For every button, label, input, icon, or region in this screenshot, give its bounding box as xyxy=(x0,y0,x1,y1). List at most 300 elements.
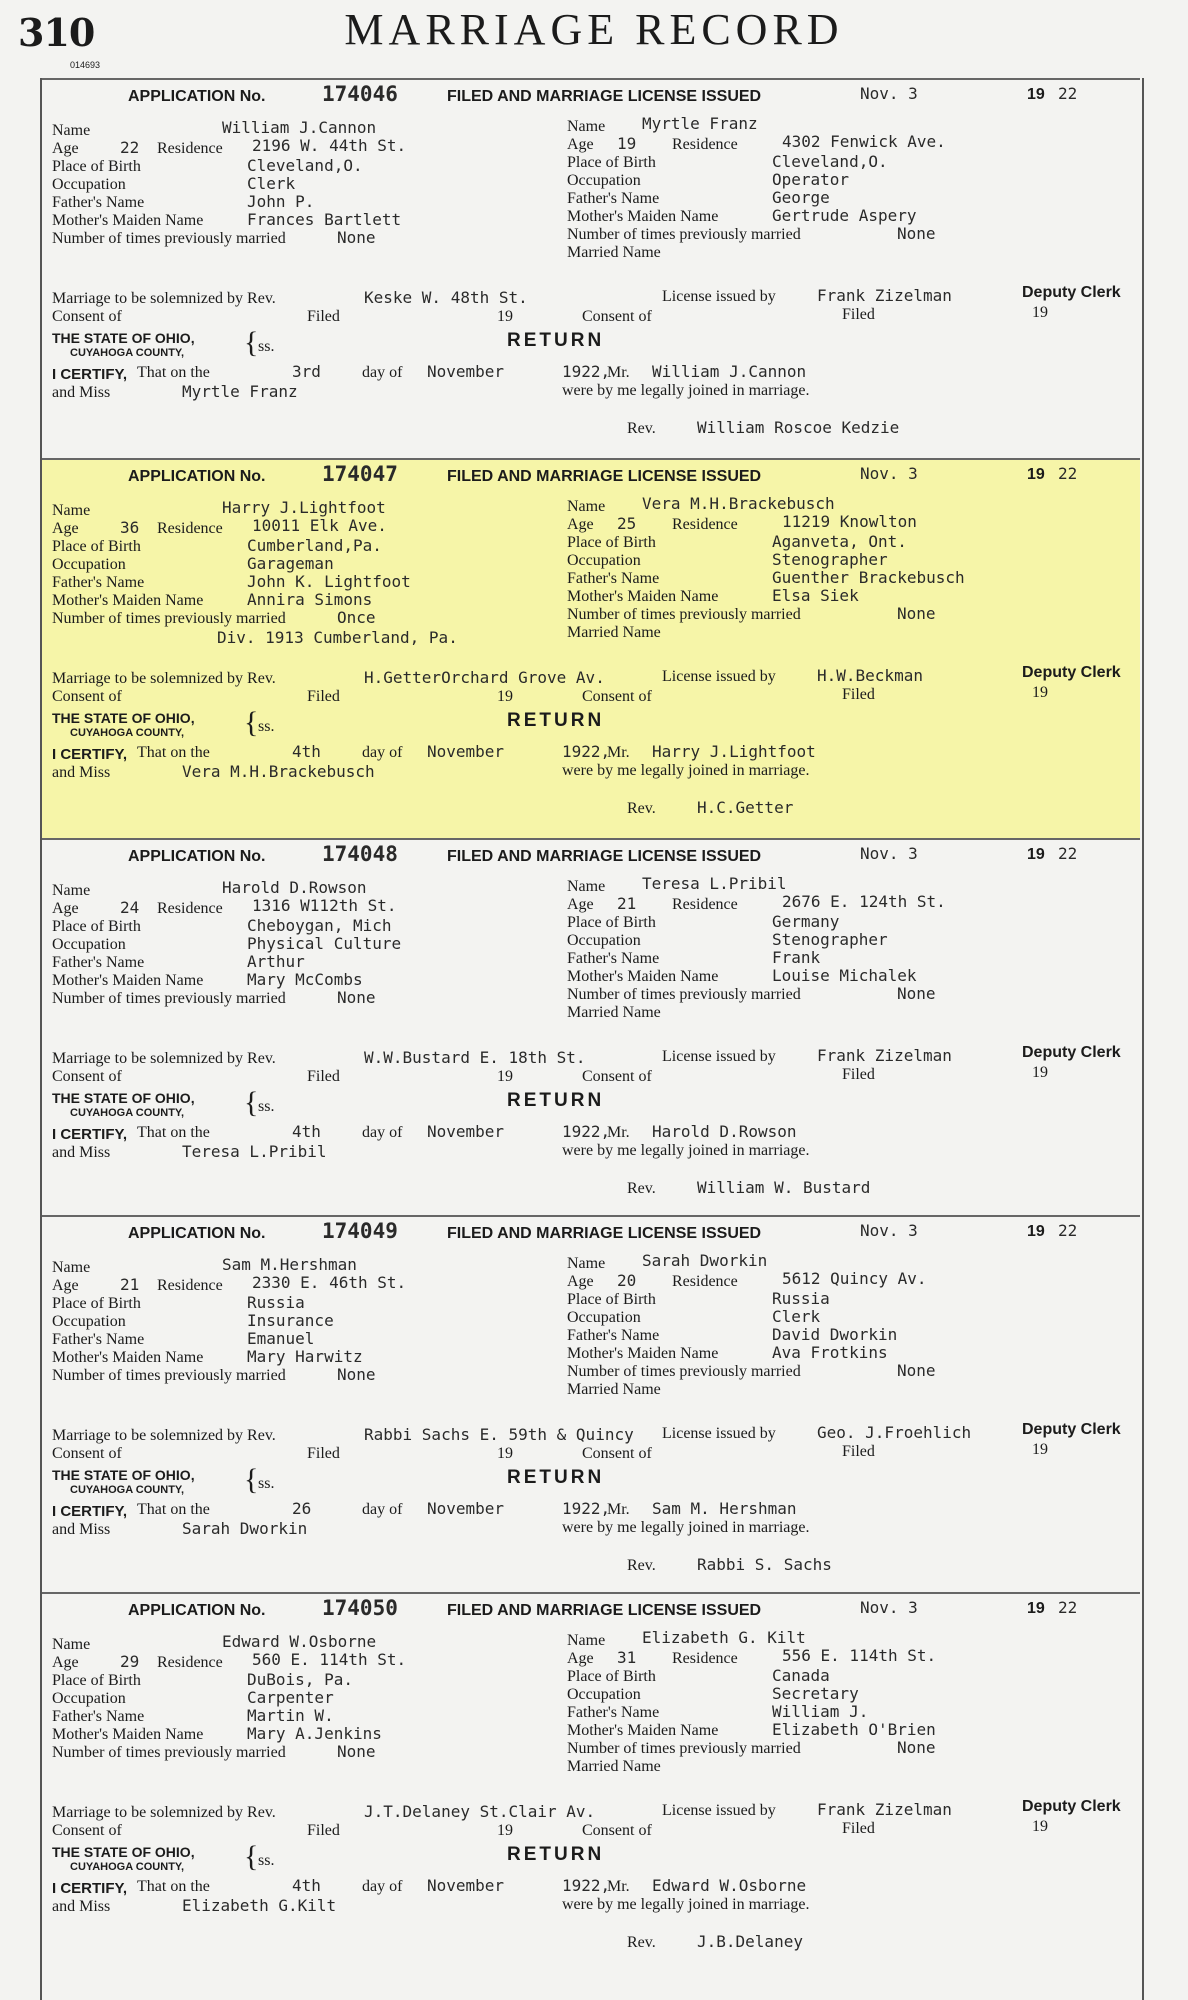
joined-label: were by me legally joined in marriage. xyxy=(562,762,810,779)
bride-age-label: Age xyxy=(567,896,594,913)
bride-father: George xyxy=(772,188,830,207)
bride-occupation: Stenographer xyxy=(772,930,888,949)
bride-residence-label: Residence xyxy=(672,1650,738,1667)
groom-name: Harold D.Rowson xyxy=(222,878,367,897)
and-miss-label: and Miss xyxy=(52,1898,111,1915)
ss-label: ss. xyxy=(258,1475,275,1492)
application-no-label: APPLICATION No. xyxy=(128,1602,266,1619)
groom-age-label: Age xyxy=(52,1654,79,1671)
bride-residence-label: Residence xyxy=(672,896,738,913)
groom-mother-label: Mother's Maiden Name xyxy=(52,1349,204,1366)
filed-label: Filed xyxy=(307,1822,340,1839)
bride-name: Sarah Dworkin xyxy=(642,1251,768,1270)
brace-mark: { xyxy=(244,1086,259,1119)
bride-name-label: Name xyxy=(567,878,606,895)
filed-issued-label: FILED AND MARRIAGE LICENSE ISSUED xyxy=(447,848,762,865)
groom-name-label: Name xyxy=(52,502,91,519)
filed-issued-label: FILED AND MARRIAGE LICENSE ISSUED xyxy=(447,1602,762,1619)
bride-birth: Germany xyxy=(772,912,840,931)
bride-married-name-label: Married Name xyxy=(567,244,661,261)
bride-birth: Russia xyxy=(772,1289,830,1308)
groom-age: 36 xyxy=(120,518,140,537)
groom-age: 22 xyxy=(120,138,140,157)
groom-father-label: Father's Name xyxy=(52,1331,145,1348)
rev-label: Rev. xyxy=(627,1180,656,1197)
certify-label: I CERTIFY, xyxy=(52,1503,128,1520)
brace-mark: { xyxy=(244,706,259,739)
groom-mother-label: Mother's Maiden Name xyxy=(52,212,204,229)
that-on-label: That on the xyxy=(137,744,210,761)
filed-year-label: 19 xyxy=(497,688,513,705)
solemnized-by: Rabbi Sachs E. 59th & Quincy xyxy=(364,1425,634,1444)
cert-groom: Harold D.Rowson xyxy=(652,1122,797,1141)
bride-birth-label: Place of Birth xyxy=(567,1291,656,1308)
bride-married-name-label: Married Name xyxy=(567,1758,661,1775)
joined-label: were by me legally joined in marriage. xyxy=(562,382,810,399)
groom-age-label: Age xyxy=(52,140,79,157)
groom-name-label: Name xyxy=(52,1259,91,1276)
bride-filed-label: Filed xyxy=(842,1820,875,1837)
groom-father: John K. Lightfoot xyxy=(247,572,411,591)
cert-day: 26 xyxy=(292,1499,312,1518)
bride-age-label: Age xyxy=(567,136,594,153)
deputy-year-label: 19 xyxy=(1032,304,1048,321)
rev-label: Rev. xyxy=(627,800,656,817)
bride-occupation: Stenographer xyxy=(772,550,888,569)
groom-father-label: Father's Name xyxy=(52,954,145,971)
and-miss-label: and Miss xyxy=(52,764,111,781)
bride-married-name-label: Married Name xyxy=(567,624,661,641)
filed-year-label: 19 xyxy=(497,1822,513,1839)
filed-year-label: 19 xyxy=(497,1068,513,1085)
ss-label: ss. xyxy=(258,338,275,355)
bride-times: None xyxy=(897,1738,936,1757)
bride-occupation-label: Occupation xyxy=(567,172,641,189)
groom-occupation: Physical Culture xyxy=(247,934,402,953)
certify-label: I CERTIFY, xyxy=(52,1880,128,1897)
bride-father-label: Father's Name xyxy=(567,190,660,207)
bride-occupation-label: Occupation xyxy=(567,932,641,949)
year-prefix: 19 xyxy=(1027,86,1045,103)
groom-name-label: Name xyxy=(52,1636,91,1653)
application-no-label: APPLICATION No. xyxy=(128,848,266,865)
solemnized-by: Keske W. 48th St. xyxy=(364,288,528,307)
bride-birth-label: Place of Birth xyxy=(567,1668,656,1685)
bride-age-label: Age xyxy=(567,516,594,533)
groom-father: John P. xyxy=(247,192,315,211)
bride-name: Elizabeth G. Kilt xyxy=(642,1628,806,1647)
county-label: CUYAHOGA COUNTY, xyxy=(70,727,185,739)
bride-age: 31 xyxy=(617,1648,637,1667)
cert-day: 3rd xyxy=(292,362,321,381)
license-by-label: License issued by xyxy=(662,288,776,305)
bride-filed-label: Filed xyxy=(842,306,875,323)
day-of-label: day of xyxy=(362,744,403,761)
groom-age-label: Age xyxy=(52,1277,79,1294)
officiant-name: Rabbi S. Sachs xyxy=(697,1555,832,1574)
groom-residence-label: Residence xyxy=(157,140,223,157)
application-number: 174048 xyxy=(322,842,398,866)
groom-age-label: Age xyxy=(52,520,79,537)
groom-name-label: Name xyxy=(52,882,91,899)
year-suffix: 22 xyxy=(1058,1598,1078,1617)
groom-times: None xyxy=(337,988,376,1007)
groom-birth-label: Place of Birth xyxy=(52,1672,141,1689)
groom-mother: Mary Harwitz xyxy=(247,1347,363,1366)
filed-year-label: 19 xyxy=(497,1445,513,1462)
county-label: CUYAHOGA COUNTY, xyxy=(70,1107,185,1119)
year-suffix: 22 xyxy=(1058,464,1078,483)
rev-label: Rev. xyxy=(627,1557,656,1574)
license-issued-by: H.W.Beckman xyxy=(817,666,923,685)
deputy-clerk-label: Deputy Clerk xyxy=(1022,1421,1121,1438)
groom-father-label: Father's Name xyxy=(52,574,145,591)
bride-father: Guenther Brackebusch xyxy=(772,568,965,587)
deputy-year-label: 19 xyxy=(1032,1441,1048,1458)
application-number: 174050 xyxy=(322,1596,398,1620)
groom-times-label: Number of times previously married xyxy=(52,990,286,1007)
application-no-label: APPLICATION No. xyxy=(128,88,266,105)
bride-married-name-label: Married Name xyxy=(567,1381,661,1398)
cert-day: 4th xyxy=(292,742,321,761)
bride-residence-label: Residence xyxy=(672,136,738,153)
groom-birth: Cleveland,O. xyxy=(247,156,363,175)
solemnized-label: Marriage to be solemnized by Rev. xyxy=(52,290,276,307)
bride-age: 21 xyxy=(617,894,637,913)
state-label: THE STATE OF OHIO, xyxy=(52,1467,195,1483)
groom-name: Harry J.Lightfoot xyxy=(222,498,386,517)
cert-year: 1922, xyxy=(562,1499,611,1518)
groom-residence: 1316 W112th St. xyxy=(252,896,397,915)
bride-residence-label: Residence xyxy=(672,516,738,533)
return-label: RETURN xyxy=(507,710,605,731)
license-by-label: License issued by xyxy=(662,1802,776,1819)
cert-bride: Teresa L.Pribil xyxy=(182,1142,327,1161)
groom-mother: Mary McCombs xyxy=(247,970,363,989)
brace-mark: { xyxy=(244,326,259,359)
groom-times-label: Number of times previously married xyxy=(52,230,286,247)
groom-residence-label: Residence xyxy=(157,1654,223,1671)
license-by-label: License issued by xyxy=(662,1425,776,1442)
groom-residence: 560 E. 114th St. xyxy=(252,1650,407,1669)
bride-mother: Louise Michalek xyxy=(772,966,917,985)
groom-name: Edward W.Osborne xyxy=(222,1632,377,1651)
groom-birth: Cheboygan, Mich xyxy=(247,916,392,935)
page-identifier: 014693 xyxy=(70,60,101,70)
that-on-label: That on the xyxy=(137,364,210,381)
application-number: 174046 xyxy=(322,82,398,106)
bride-residence: 2676 E. 124th St. xyxy=(782,892,946,911)
consent-label: Consent of xyxy=(52,308,122,325)
bride-mother: Elizabeth O'Brien xyxy=(772,1720,936,1739)
year-suffix: 22 xyxy=(1058,844,1078,863)
deputy-year-label: 19 xyxy=(1032,1818,1048,1835)
groom-mother-label: Mother's Maiden Name xyxy=(52,1726,204,1743)
mr-label: Mr. xyxy=(607,1501,630,1518)
cert-groom: Sam M. Hershman xyxy=(652,1499,797,1518)
bride-birth: Canada xyxy=(772,1666,830,1685)
solemnized-by: W.W.Bustard E. 18th St. xyxy=(364,1048,586,1067)
bride-birth-label: Place of Birth xyxy=(567,154,656,171)
groom-mother: Mary A.Jenkins xyxy=(247,1724,382,1743)
page-title: MARRIAGE RECORD xyxy=(344,5,844,54)
day-of-label: day of xyxy=(362,1124,403,1141)
rev-label: Rev. xyxy=(627,1934,656,1951)
license-issued-by: Frank Zizelman xyxy=(817,286,952,305)
license-by-label: License issued by xyxy=(662,1048,776,1065)
bride-father: David Dworkin xyxy=(772,1325,898,1344)
groom-age: 24 xyxy=(120,898,140,917)
cert-month: November xyxy=(427,362,505,381)
bride-name-label: Name xyxy=(567,118,606,135)
consent-label: Consent of xyxy=(52,1068,122,1085)
bride-father: William J. xyxy=(772,1702,869,1721)
mr-label: Mr. xyxy=(607,1878,630,1895)
officiant-name: J.B.Delaney xyxy=(697,1932,803,1951)
groom-residence: 2330 E. 46th St. xyxy=(252,1273,407,1292)
filed-issued-label: FILED AND MARRIAGE LICENSE ISSUED xyxy=(447,468,762,485)
solemnized-label: Marriage to be solemnized by Rev. xyxy=(52,1804,276,1821)
year-prefix: 19 xyxy=(1027,1223,1045,1240)
groom-name-label: Name xyxy=(52,122,91,139)
groom-birth: DuBois, Pa. xyxy=(247,1670,353,1689)
state-label: THE STATE OF OHIO, xyxy=(52,710,195,726)
and-miss-label: and Miss xyxy=(52,1521,111,1538)
bride-residence: 5612 Quincy Av. xyxy=(782,1269,927,1288)
rev-label: Rev. xyxy=(627,420,656,437)
county-label: CUYAHOGA COUNTY, xyxy=(70,1484,185,1496)
cert-year: 1922, xyxy=(562,362,611,381)
groom-father-label: Father's Name xyxy=(52,194,145,211)
groom-occupation-label: Occupation xyxy=(52,1313,126,1330)
bride-age: 20 xyxy=(617,1271,637,1290)
bride-occupation-label: Occupation xyxy=(567,552,641,569)
license-issued-by: Geo. J.Froehlich xyxy=(817,1423,972,1442)
groom-times: None xyxy=(337,228,376,247)
groom-residence-label: Residence xyxy=(157,1277,223,1294)
groom-residence: 10011 Elk Ave. xyxy=(252,516,387,535)
bride-mother-label: Mother's Maiden Name xyxy=(567,1722,719,1739)
cert-month: November xyxy=(427,742,505,761)
cert-bride: Vera M.H.Brackebusch xyxy=(182,762,375,781)
groom-father-label: Father's Name xyxy=(52,1708,145,1725)
bride-filed-label: Filed xyxy=(842,1066,875,1083)
bride-times-label: Number of times previously married xyxy=(567,986,801,1003)
year-suffix: 22 xyxy=(1058,1221,1078,1240)
cert-year: 1922, xyxy=(562,1876,611,1895)
bride-consent-label: Consent of xyxy=(582,1068,652,1085)
groom-extra-note: Div. 1913 Cumberland, Pa. xyxy=(217,628,458,647)
groom-occupation-label: Occupation xyxy=(52,176,126,193)
groom-occupation: Carpenter xyxy=(247,1688,334,1707)
bride-times: None xyxy=(897,1361,936,1380)
brace-mark: { xyxy=(244,1840,259,1873)
bride-birth-label: Place of Birth xyxy=(567,534,656,551)
consent-label: Consent of xyxy=(52,1822,122,1839)
bride-filed-label: Filed xyxy=(842,1443,875,1460)
deputy-clerk-label: Deputy Clerk xyxy=(1022,284,1121,301)
cert-month: November xyxy=(427,1499,505,1518)
cert-groom: Edward W.Osborne xyxy=(652,1876,807,1895)
solemnized-label: Marriage to be solemnized by Rev. xyxy=(52,670,276,687)
bride-mother: Ava Frotkins xyxy=(772,1343,888,1362)
cert-month: November xyxy=(427,1122,505,1141)
ss-label: ss. xyxy=(258,1852,275,1869)
groom-mother: Frances Bartlett xyxy=(247,210,402,229)
groom-father: Martin W. xyxy=(247,1706,334,1725)
groom-occupation-label: Occupation xyxy=(52,556,126,573)
marriage-record xyxy=(42,1592,1140,1972)
joined-label: were by me legally joined in marriage. xyxy=(562,1896,810,1913)
and-miss-label: and Miss xyxy=(52,1144,111,1161)
solemnized-by: J.T.Delaney St.Clair Av. xyxy=(364,1802,596,1821)
bride-name: Teresa L.Pribil xyxy=(642,874,787,893)
bride-residence: 4302 Fenwick Ave. xyxy=(782,132,946,151)
issued-date: Nov. 3 xyxy=(860,1221,918,1240)
groom-residence-label: Residence xyxy=(157,520,223,537)
bride-mother: Gertrude Aspery xyxy=(772,206,917,225)
state-label: THE STATE OF OHIO, xyxy=(52,1090,195,1106)
groom-birth-label: Place of Birth xyxy=(52,158,141,175)
bride-times: None xyxy=(897,224,936,243)
groom-residence: 2196 W. 44th St. xyxy=(252,136,407,155)
license-by-label: License issued by xyxy=(662,668,776,685)
bride-residence: 556 E. 114th St. xyxy=(782,1646,937,1665)
bride-mother-label: Mother's Maiden Name xyxy=(567,968,719,985)
deputy-year-label: 19 xyxy=(1032,684,1048,701)
day-of-label: day of xyxy=(362,364,403,381)
application-number: 174047 xyxy=(322,462,398,486)
year-suffix: 22 xyxy=(1058,84,1078,103)
marriage-record xyxy=(42,458,1140,838)
bride-occupation-label: Occupation xyxy=(567,1686,641,1703)
marriage-record xyxy=(42,838,1140,1218)
ss-label: ss. xyxy=(258,1098,275,1115)
issued-date: Nov. 3 xyxy=(860,84,918,103)
groom-mother-label: Mother's Maiden Name xyxy=(52,972,204,989)
bride-birth: Cleveland,O. xyxy=(772,152,888,171)
bride-father-label: Father's Name xyxy=(567,950,660,967)
groom-times-label: Number of times previously married xyxy=(52,1367,286,1384)
county-label: CUYAHOGA COUNTY, xyxy=(70,1861,185,1873)
groom-age: 29 xyxy=(120,1652,140,1671)
bride-name: Vera M.H.Brackebusch xyxy=(642,494,835,513)
return-label: RETURN xyxy=(507,1844,605,1865)
bride-age-label: Age xyxy=(567,1273,594,1290)
bride-occupation: Clerk xyxy=(772,1307,821,1326)
groom-birth-label: Place of Birth xyxy=(52,538,141,555)
that-on-label: That on the xyxy=(137,1501,210,1518)
bride-name-label: Name xyxy=(567,498,606,515)
bride-name: Myrtle Franz xyxy=(642,114,758,133)
bride-times: None xyxy=(897,604,936,623)
groom-times-label: Number of times previously married xyxy=(52,1744,286,1761)
filed-label: Filed xyxy=(307,1068,340,1085)
issued-date: Nov. 3 xyxy=(860,1598,918,1617)
groom-name: William J.Cannon xyxy=(222,118,377,137)
year-prefix: 19 xyxy=(1027,846,1045,863)
bride-consent-label: Consent of xyxy=(582,1445,652,1462)
bride-consent-label: Consent of xyxy=(582,308,652,325)
bride-times-label: Number of times previously married xyxy=(567,1740,801,1757)
bride-times-label: Number of times previously married xyxy=(567,226,801,243)
officiant-name: William W. Bustard xyxy=(697,1178,871,1197)
bride-mother: Elsa Siek xyxy=(772,586,859,605)
filed-label: Filed xyxy=(307,688,340,705)
filed-label: Filed xyxy=(307,308,340,325)
filed-issued-label: FILED AND MARRIAGE LICENSE ISSUED xyxy=(447,1225,762,1242)
return-label: RETURN xyxy=(507,1467,605,1488)
filed-label: Filed xyxy=(307,1445,340,1462)
groom-birth-label: Place of Birth xyxy=(52,918,141,935)
bride-times-label: Number of times previously married xyxy=(567,1363,801,1380)
year-prefix: 19 xyxy=(1027,1600,1045,1617)
that-on-label: That on the xyxy=(137,1878,210,1895)
return-label: RETURN xyxy=(507,330,605,351)
marriage-record xyxy=(42,78,1140,458)
groom-name: Sam M.Hershman xyxy=(222,1255,357,1274)
groom-birth-label: Place of Birth xyxy=(52,1295,141,1312)
certify-label: I CERTIFY, xyxy=(52,366,128,383)
bride-father-label: Father's Name xyxy=(567,570,660,587)
bride-birth: Aganveta, Ont. xyxy=(772,532,907,551)
application-no-label: APPLICATION No. xyxy=(128,1225,266,1242)
certify-label: I CERTIFY, xyxy=(52,746,128,763)
groom-birth: Russia xyxy=(247,1293,305,1312)
license-issued-by: Frank Zizelman xyxy=(817,1800,952,1819)
issued-date: Nov. 3 xyxy=(860,844,918,863)
bride-times-label: Number of times previously married xyxy=(567,606,801,623)
cert-groom: William J.Cannon xyxy=(652,362,807,381)
certify-label: I CERTIFY, xyxy=(52,1126,128,1143)
mr-label: Mr. xyxy=(607,364,630,381)
bride-father-label: Father's Name xyxy=(567,1704,660,1721)
groom-father: Arthur xyxy=(247,952,305,971)
groom-times: None xyxy=(337,1365,376,1384)
groom-occupation: Clerk xyxy=(247,174,296,193)
bride-married-name-label: Married Name xyxy=(567,1004,661,1021)
state-label: THE STATE OF OHIO, xyxy=(52,1844,195,1860)
mr-label: Mr. xyxy=(607,744,630,761)
day-of-label: day of xyxy=(362,1501,403,1518)
bride-birth-label: Place of Birth xyxy=(567,914,656,931)
solemnized-label: Marriage to be solemnized by Rev. xyxy=(52,1427,276,1444)
brace-mark: { xyxy=(244,1463,259,1496)
bride-consent-label: Consent of xyxy=(582,688,652,705)
groom-occupation: Garageman xyxy=(247,554,334,573)
bride-age: 25 xyxy=(617,514,637,533)
filed-issued-label: FILED AND MARRIAGE LICENSE ISSUED xyxy=(447,88,762,105)
bride-filed-label: Filed xyxy=(842,686,875,703)
bride-mother-label: Mother's Maiden Name xyxy=(567,588,719,605)
groom-occupation: Insurance xyxy=(247,1311,334,1330)
ss-label: ss. xyxy=(258,718,275,735)
return-label: RETURN xyxy=(507,1090,605,1111)
cert-month: November xyxy=(427,1876,505,1895)
bride-occupation: Secretary xyxy=(772,1684,859,1703)
cert-year: 1922, xyxy=(562,1122,611,1141)
bride-name-label: Name xyxy=(567,1632,606,1649)
solemnized-by: H.GetterOrchard Grove Av. xyxy=(364,668,605,687)
groom-times: None xyxy=(337,1742,376,1761)
groom-times-label: Number of times previously married xyxy=(52,610,286,627)
groom-age: 21 xyxy=(120,1275,140,1294)
marriage-record xyxy=(42,1215,1140,1595)
state-label: THE STATE OF OHIO, xyxy=(52,330,195,346)
joined-label: were by me legally joined in marriage. xyxy=(562,1142,810,1159)
solemnized-label: Marriage to be solemnized by Rev. xyxy=(52,1050,276,1067)
page-number: 310 xyxy=(18,10,95,55)
